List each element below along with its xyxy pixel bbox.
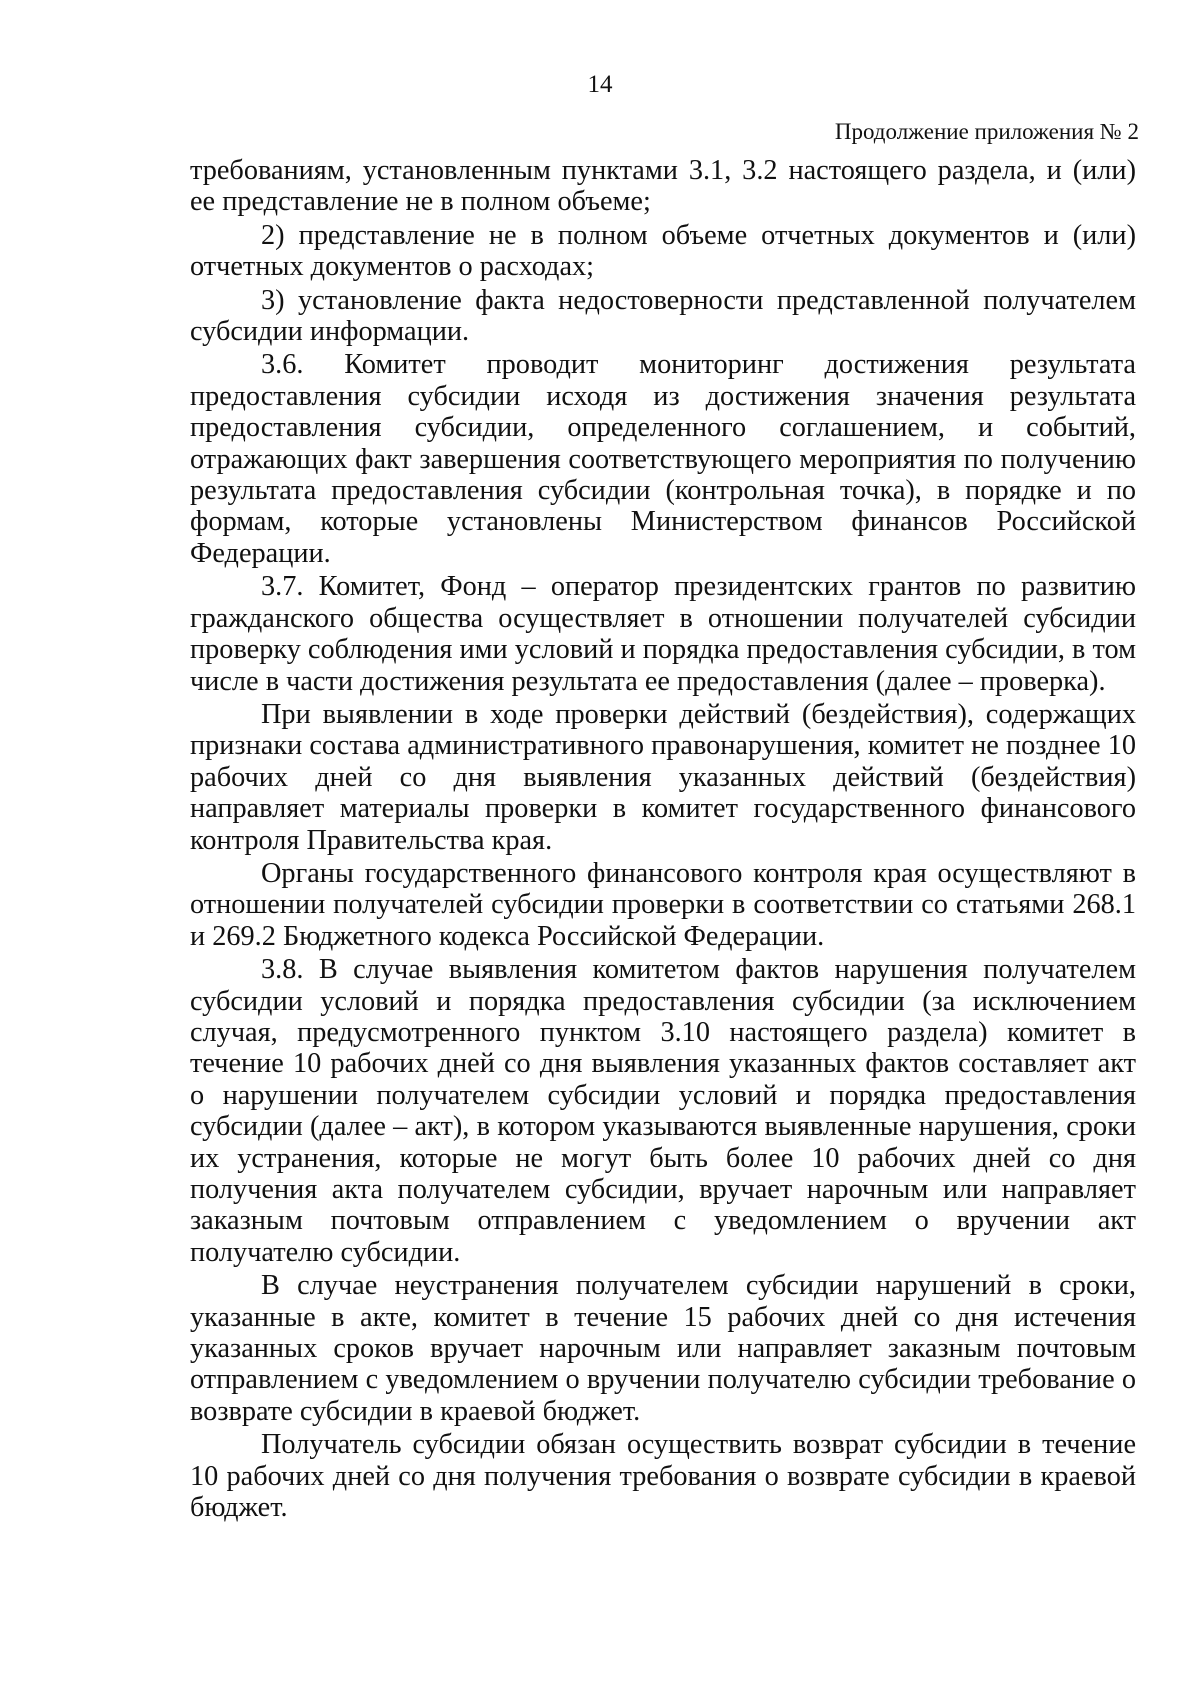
- paragraph-item-3: 3) установление факта недостоверности представленной получателем субсидии информации.: [190, 284, 1136, 348]
- page-number: 14: [587, 71, 613, 98]
- paragraph-continuation: требованиям, установленным пунктами 3.1, 3.2 настоящего раздела, и (или) ее представление не в полном объеме;: [190, 155, 1136, 218]
- paragraph-financial-control: Органы государственного финансового контроля края осуществляют в отношении получателей субсидии проверки в соответствии со статьями 268.1 и 269.2 Бюджетного кодекса Российской Федерации.: [190, 857, 1136, 952]
- paragraph-violations: При выявлении в ходе проверки действий (бездействия), содержащих признаки состава административного правонарушения, комитет не позднее 10 рабочих дней со дня выявления указанных действий (бездействия) направляет материалы проверки в комитет государственного финансового контроля Правительства края.: [190, 698, 1136, 856]
- paragraph-item-2: 2) представление не в полном объеме отчетных документов и (или) отчетных документов о расходах;: [190, 219, 1136, 283]
- paragraph-3-7: 3.7. Комитет, Фонд – оператор президентских грантов по развитию гражданского общества осуществляет в отношении получателей субсидии проверку соблюдения ими условий и порядка предоставления субсидии, в том числе в части достижения результата ее предоставления (далее – проверка).: [190, 571, 1136, 697]
- appendix-continuation-note: Продолжение приложения № 2: [834, 119, 1139, 144]
- document-body: [190, 155, 1136, 1523]
- paragraph-3-8: 3.8. В случае выявления комитетом фактов нарушения получателем субсидии условий и порядка предоставления субсидии (за исключением случая, предусмотренного пунктом 3.10 настоящего раздела) комитет в течение 10 рабочих дней со дня выявления указанных фактов составляет акт о нарушении получателем субсидии условий и порядка предоставления субсидии (далее – акт), в котором указываются выявленные нарушения, сроки их устранения, которые не могут быть более 10 рабочих дней со дня получения акта получателем субсидии, вручает нарочным или направляет заказным почтовым отправлением с уведомлением о вручении акт получателю субсидии.: [190, 954, 1136, 1268]
- paragraph-3-6: 3.6. Комитет проводит мониторинг достижения результата предоставления субсидии исходя из достижения значения результата предоставления субсидии, определенного соглашением, и событий, отражающих факт завершения соответствующего мероприятия по получению результата предоставления субсидии (контрольная точка), в порядке и по формам, которые установлены Министерством финансов Российской Федерации.: [190, 349, 1136, 569]
- paragraph-non-elimination: В случае неустранения получателем субсидии нарушений в сроки, указанные в акте, комитет в течение 15 рабочих дней со дня истечения указанных сроков вручает нарочным или направляет заказным почтовым отправлением с уведомлением о вручении получателю субсидии требование о возврате субсидии в краевой бюджет.: [190, 1270, 1136, 1427]
- paragraph-refund: Получатель субсидии обязан осуществить возврат субсидии в течение 10 рабочих дней со дня получения требования о возврате субсидии в краевой бюджет.: [190, 1429, 1136, 1524]
